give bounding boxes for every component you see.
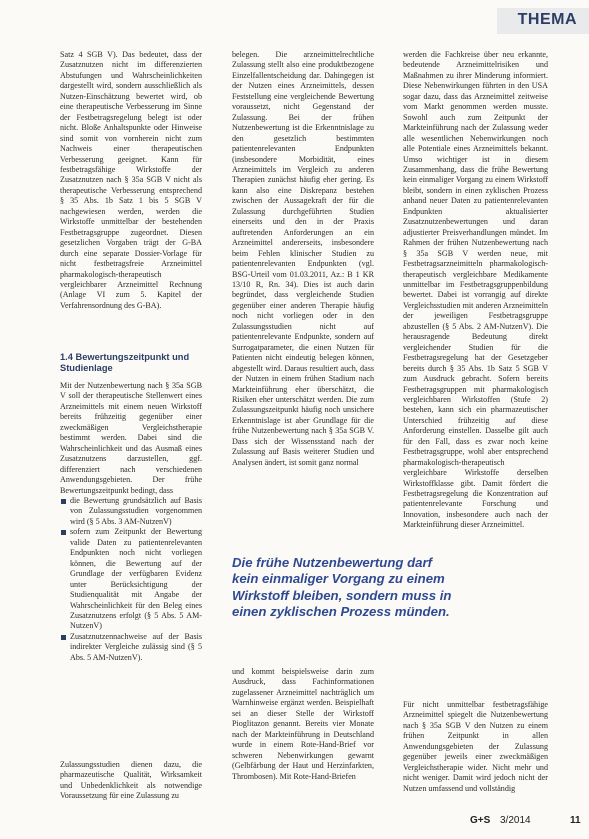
page-footer	[470, 815, 580, 831]
bullet-list	[60, 496, 202, 663]
column-3-bottom-text	[403, 700, 548, 815]
paragraph: belegen. Die arzneimittelrechtliche Zulassung stellt also eine produktbezogene Einzelfallentscheidung dar. Dahingegen ist der Nutzen eines Arzneimittels, dessen Feststellung eine vergleichende Bewertung voraussetzt, nicht Gegenstand der Zulassung. Bei der frühen Nutzenbewertung ist die Erkenntnislage zu den gesetzlich bestimmten patientenrelevanten Endpunkten (insbesondere Morbidität, eines Arzneimittels im Vergleich zu anderen Therapien zunächst häufig eher gering. Es kann also eine Diskrepanz bestehen zwischen der Aussagekraft der für die Zulassung durchgeführten Studien einerseits und den in der Praxis auftretenden Anforderungen an ein Arzneimittel andererseits, insbesondere beim Fehlen klinischer Studien zu patientenrelevanten Endpunkten (vgl. BSG-Urteil vom 01.03.2011, Az.: B 1 KR 13/10 R, Rn. 34). Dies ist auch darin begründet, dass vergleichende Studien gegenüber einer anderen Therapie häufig noch nicht vorliegen oder in den Zulassungsstudien nicht auf patientenrelevante Endpunkte, sondern auf Surrogatparameter, die einen Nutzen für Patienten nicht eindeutig belegen können, abgestellt wird. Daraus resultiert auch, dass der Nutzen in einem frühen Stadium nach Markteinführung eher überschätzt, die Risiken eher unterschätzt werden. Die zum Zulassungszeitpunkt häufig noch unsichere Erkenntnislage ist aber Grundlage für die frühe Nutzenbewertung nach § 35a SGB V. Dass sich der Wissensstand nach der Zulassung auf Basis weiterer Studien und Analysen ändert, ist somit ganz normal	[232, 50, 374, 467]
journal-brand: G+S	[470, 815, 491, 826]
column-1-bottom-text	[60, 760, 202, 802]
section-heading: 1.4 Bewertungszeitpunkt und Studienlage	[60, 352, 190, 373]
pull-quote: Die frühe Nutzenbewertung darf kein einmaliger Vorgang zu einem Wirkstoff bleiben, sondern muss in einen zyklischen Prozess münden.	[232, 555, 452, 620]
list-item: Zusatznutzennachweise auf der Basis indirekter Vergleiche zulässig sind (§ 5 Abs. 5 AM-NutzenV).	[60, 632, 202, 663]
paragraph: und kommt beispielsweise darin zum Ausdruck, dass Fachinformationen zugelassener Arzneimittel nachträglich um Warnhinweise ergänzt werden. Beispielhaft sei an dieser Stelle der Wirkstoff Pioglitazon genannt. Bereits vier Monate nach der Markteinführung in Deutschland wurde in einem Rote-Hand-Brief vor schweren Nebenwirkungen gewarnt (Gelbfärbung der Haut und Herzinfarkten, Thrombosen). Mit Rote-Hand-Briefen	[232, 667, 374, 781]
column-1-top-text	[60, 50, 202, 345]
paragraph: Satz 4 SGB V). Das bedeutet, dass der Zusatznutzen nicht im differenzierten Abstufungen und Wahrscheinlichkeiten dargestellt wird, sondern ausschließlich als Nutzen-Einschätzung bewertet wird, ob eine therapeutische Verbesserung im Sinne der Festbetragsregelung belegt ist oder nicht. Bloße Anhaltspunkte oder Hinweise sind somit von vornherein nicht zum Nachweis einer therapeutischen Verbesserung geeignet. Kann für festbetragsfähige Wirkstoffe der Zusatznutzen nach § 35a SGB V nicht als therapeutische Verbesserung entsprechend § 35 Abs. 1b Satz 1 bis 5 SGB V nachgewiesen werden, werden die Wirkstoffe unmittelbar der bestehenden Festbetragsgruppe zugeordnet. Diesen gesetzlichen Vorgaben trägt der G-BA durch eine separate Dossier-Vorlage für nicht festbetragsfreie Arzneimittel pharmakologisch-therapeutisch vergleichbarer Arzneimittel Rechnung (Anlage VI zum 5. Kapitel der Verfahrensordnung des G-BA).	[60, 50, 202, 310]
issue-number: 3/2014	[500, 815, 531, 826]
column-2-bottom-text	[232, 667, 374, 782]
column-3-top-text	[403, 50, 548, 538]
list-item: die Bewertung grundsätzlich auf Basis von Zulassungsstudien vorgenommen wird (§ 5 Abs. 3 AM-NutzenV)	[60, 496, 202, 527]
paragraph: Zulassungsstudien dienen dazu, die pharmazeutische Qualität, Wirksamkeit und Unbedenklichkeit als notwendige Voraussetzung für eine Zulassung zu	[60, 760, 202, 801]
column-1-body	[60, 381, 202, 663]
paragraph: Mit der Nutzenbewertung nach § 35a SGB V soll der therapeutische Stellenwert eines Arzneimittels mit einem neuen Wirkstoff bereits frühzeitig gegenüber einer zweckmäßigen Vergleichstherapie bestimmt werden. Dabei sind die Wahrscheinlichkeit und das Ausmaß eines Zusatznutzens darzustellen, ggf. differenziert nach verschiedenen Anwendungsgebieten. Der frühe Bewertungszeitpunkt bedingt, dass	[60, 381, 202, 495]
paragraph: werden die Fachkreise über neu erkannte, bedeutende Arzneimittelrisiken und Maßnahmen zu ihrer Minderung informiert. Diese Nebenwirkungen führten in den USA sogar dazu, dass das Arzneimittel zeitweise vom Markt genommen werden musste. Sowohl auch zum Zeitpunkt der Markteinführung nach der Zulassung weder alle wesentlichen Nebenwirkungen noch alle Potentiale eines Arzneimittels bekannt. Umso wichtiger ist in diesem Zusammenhang, dass die frühe Bewertung kein einmaliger Vorgang zu einem Wirkstoff bleibt, sondern in einen zyklischen Prozess anhand neuer Daten zu patientenrelevanten Endpunkten aktualisierter Zusatznutzenbewertungen und daran adjustierter Preisverhandlungen mündet. Im Rahmen der frühen Nutzenbewertung nach § 35a SGB V werden neue, mit Festbetragsarzneimitteln pharmakologisch-therapeutisch vergleichbare Medikamente unmittelbar im Festbetragsgruppenbildung bewertet. Dabei ist vorrangig auf direkte Vergleichsstudien mit anderen Arzneimitteln der jeweiligen Festbetragsgruppe abzustellen (§ 5 Abs. 2 AM-NutzenV). Die herausragende Bedeutung direkt vergleichender Studien für die Festbetragsregelung hat der Gesetzgeber bereits durch § 35 Abs. 1b Satz 5 SGB V zum Ausdruck gebracht. Sofern bereits Festbetragsgruppen mit pharmakologisch vergleichbaren Wirkstoffen (Stufe 2) bestehen, kann sich ein pharmazeutischer Unterschied frühzeitig auf diese Anforderung einstellen. Dasselbe gilt auch für den Fall, dass es zwar noch keine Festbetragsgruppe, wohl aber entsprechend pharmakologisch-therapeutisch vergleichbare Wirkstoffe derselben Wirkstoffklasse gibt. Damit fördert die Festbetragsregelung die Konzentration auf patientenrelevante Forschung und Innovation, insbesondere auch nach der Markteinführung dieser Arzneimittel.	[403, 50, 548, 530]
page-number: 11	[570, 815, 581, 826]
section-label: THEMA	[517, 11, 577, 28]
list-item: sofern zum Zeitpunkt der Bewertung valide Daten zu patientenrelevanten Endpunkten noch nicht vorliegen können, die Bewertung auf der Grundlage der verfügbaren Evidenz unter Berücksichtigung der Studienqualität mit Angabe der Wahrscheinlichkeit für den Beleg eines Zusatznutzens erfolgt (§ 5 Abs. 5 AM-NutzenV)	[60, 527, 202, 632]
column-2-top-text	[232, 50, 374, 530]
page-header	[0, 0, 589, 38]
paragraph: Für nicht unmittelbar festbetragsfähige Arzneimittel spiegelt die Nutzenbewertung nach § 35a SGB V den Nutzen zu einem frühen Zeitpunkt in allen Anwendungsgebieten der Zulassung gegenüber jeweils einer zweckmäßigen Vergleichstherapie wider. Nicht mehr und nicht weniger. Damit wird jedoch nicht der Nutzen umfassend und vollständig	[403, 700, 548, 793]
